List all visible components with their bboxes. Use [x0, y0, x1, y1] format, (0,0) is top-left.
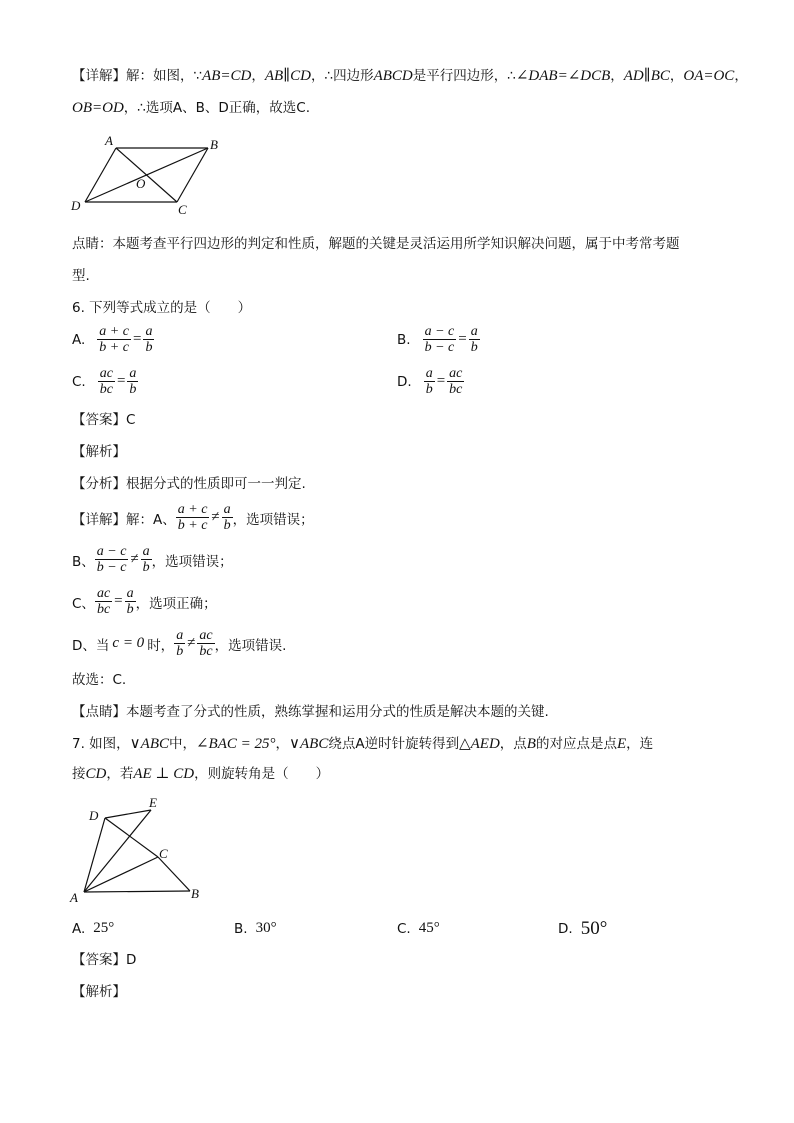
q6-conclusion: 故选：C.: [72, 672, 127, 688]
q6-detail-row-a: 【详解】解：A、 $\frac{a + c}{b + c}$ ≠ $\frac{a}{b}$ ，选项错误；: [72, 502, 314, 533]
edge-dc: [105, 818, 158, 857]
q6-fenxi: 【分析】根据分式的性质即可一一判定.: [72, 476, 306, 492]
fraction: $\frac{a}{b}$: [142, 544, 150, 575]
label-c: C: [178, 202, 187, 217]
edge-da: [85, 148, 116, 202]
q7-answer: 【答案】D: [72, 952, 137, 968]
q5-detail-line2: OB=OD，∴选项A、B、D正确，故选C.: [72, 100, 310, 116]
q6-analysis-tag: 【解析】: [72, 444, 126, 460]
edge-ab: [84, 891, 190, 892]
fraction: $\frac{a - c}{b - c}$: [96, 544, 127, 575]
label-o: O: [136, 176, 146, 191]
edge-ad: [84, 818, 105, 892]
q6-option-d[interactable]: D. $\frac{a}{b}$ = $\frac{ac}{bc}$: [397, 366, 463, 397]
label-e: E: [149, 795, 157, 810]
label-b: B: [210, 137, 218, 152]
rotation-figure: [68, 794, 208, 904]
label-d: D: [89, 808, 99, 823]
fraction: $\frac{a}{b}$: [126, 586, 134, 617]
diagonal-bd: [85, 148, 208, 202]
edge-bc: [158, 857, 190, 891]
q7-option-c[interactable]: C. 45°: [397, 920, 440, 937]
q7-stem-line2: 接CD，若AE ⊥ CD，则旋转角是（ ）: [72, 766, 330, 782]
parallelogram-figure: [70, 132, 230, 218]
label-a: A: [70, 890, 78, 904]
fraction: $\frac{a}{b}$: [470, 324, 478, 355]
fraction: $\frac{a}{b}$: [425, 366, 433, 397]
label-d: D: [71, 198, 81, 213]
fraction: $\frac{a}{b}$: [145, 324, 153, 355]
q6-detail-row-b: B、 $\frac{a - c}{b - c}$ ≠ $\frac{a}{b}$ ，选项错误；: [72, 544, 233, 575]
edge-de: [105, 810, 151, 818]
fraction: $\frac{ac}{bc}$: [99, 366, 113, 397]
fraction: $\frac{a + c}{b + c}$: [99, 324, 129, 355]
q5-comment-line2: 型.: [72, 268, 90, 284]
fraction: $\frac{a}{b}$: [176, 628, 184, 659]
q6-option-b[interactable]: B. $\frac{a - c}{b - c}$ = $\frac{a}{b}$: [397, 324, 478, 355]
q5-detail-line1: 【详解】解：如图，∵AB=CD，AB∥CD，∴四边形ABCD是平行四边形，∴∠DAB=∠DCB，AD∥BC，OA=OC，: [72, 68, 748, 84]
edge-bc: [177, 148, 208, 202]
label-b: B: [191, 886, 199, 901]
fraction: $\frac{a - c}{b - c}$: [424, 324, 455, 355]
q7-stem-line1: 7. 如图，∨ABC中，∠BAC = 25°，∨ABC绕点A逆时针旋转得到△AED，点B的对应点是点E，连: [72, 736, 654, 752]
q6-stem: 6. 下列等式成立的是（ ）: [72, 300, 252, 316]
fraction: $\frac{a}{b}$: [223, 502, 231, 533]
q7-option-d[interactable]: D. 50°: [558, 918, 608, 939]
detail-tag: 【详解】: [72, 68, 126, 84]
q7-option-a[interactable]: A. 25°: [72, 920, 115, 937]
label-c: C: [159, 846, 168, 861]
fraction: $\frac{a}{b}$: [129, 366, 137, 397]
fraction: $\frac{a + c}{b + c}$: [177, 502, 208, 533]
q6-dianjing: 【点睛】本题考查了分式的性质，熟练掌握和运用分式的性质是解决本题的关键.: [72, 704, 549, 720]
label-a: A: [105, 133, 113, 148]
q6-answer: 【答案】C: [72, 412, 136, 428]
fraction: $\frac{ac}{bc}$: [199, 628, 213, 659]
q7-option-b[interactable]: B. 30°: [234, 920, 277, 937]
edge-ac: [84, 857, 158, 892]
q7-analysis-tag: 【解析】: [72, 984, 126, 1000]
fraction: $\frac{ac}{bc}$: [449, 366, 463, 397]
fraction: $\frac{ac}{bc}$: [96, 586, 111, 617]
q6-option-c[interactable]: C. $\frac{ac}{bc}$ = $\frac{a}{b}$: [72, 366, 137, 397]
q6-detail-row-c: C、 $\frac{ac}{bc}$ = $\frac{a}{b}$ ，选项正确；: [72, 586, 217, 617]
q5-comment-line1: 点睛：本题考查平行四边形的判定和性质，解题的关键是灵活运用所学知识解决问题，属于中考常考题: [72, 236, 680, 252]
q6-detail-row-d: D、当 c = 0 时， $\frac{a}{b}$ ≠ $\frac{ac}{bc}$ ，选项错误.: [72, 628, 287, 659]
q6-option-a[interactable]: A. $\frac{a + c}{b + c}$ = $\frac{a}{b}$: [72, 324, 153, 355]
